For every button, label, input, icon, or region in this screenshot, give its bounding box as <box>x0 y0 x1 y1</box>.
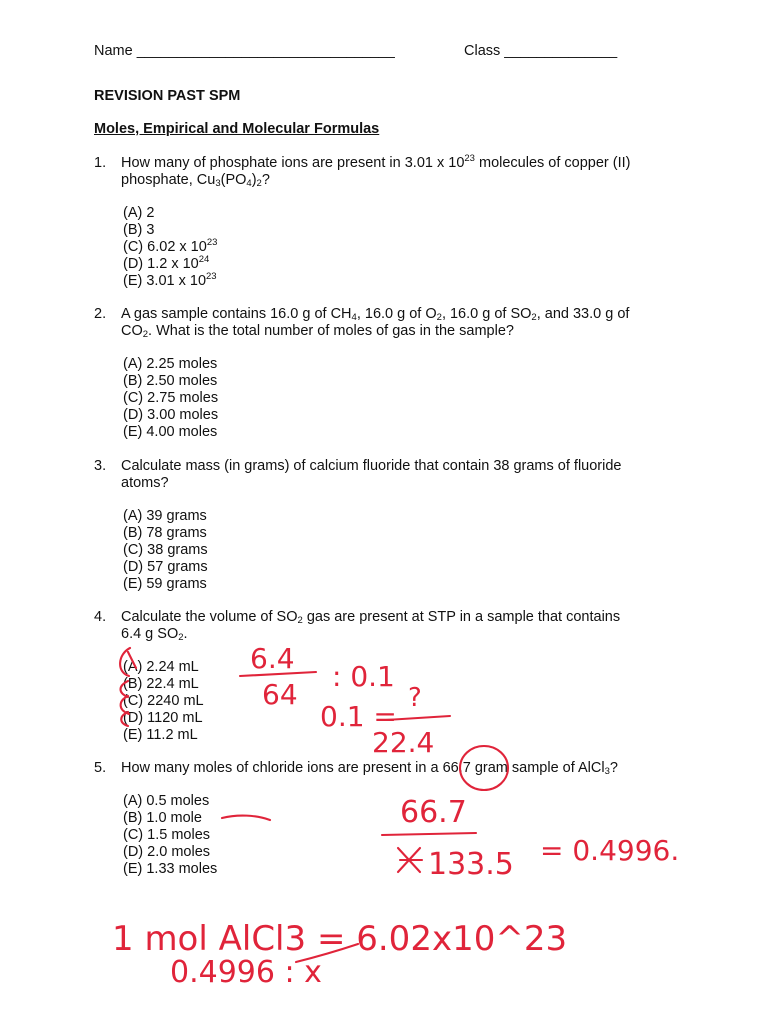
q4-option-a-mark <box>120 648 136 676</box>
question-2-line-2: $CO_2$. What is the total number of moles of gas in the sample? <box>121 323 514 340</box>
q5-fraction-bar <box>382 833 476 835</box>
question-2-option-b: (B) 2.50 moles <box>123 373 218 389</box>
question-4-option-e: (E) 11.2 mL <box>123 727 198 743</box>
question-2-option-d: (D) 3.00 moles <box>123 407 219 423</box>
name-label: Name <box>94 43 133 59</box>
question-1-option-c: (C) 6.02 x $10^{23}$ <box>123 237 218 255</box>
q5-circle-mark <box>460 746 508 790</box>
q4-eq-top: ? <box>408 683 422 713</box>
q5-option-b-dash <box>222 816 270 820</box>
question-2-option-a: (A) 2.25 moles <box>123 356 218 372</box>
question-4-option-b: (B) 22.4 mL <box>123 676 199 692</box>
question-4-option-c: (C) 2240 mL <box>123 693 204 709</box>
q4-eq-left: 0.1 = <box>320 700 397 733</box>
question-2-number: 2. <box>94 306 107 322</box>
question-4-option-a: (A) 2.24 mL <box>123 659 199 675</box>
question-5-option-c: (C) 1.5 moles <box>123 827 211 843</box>
question-5-option-a: (A) 0.5 moles <box>123 793 210 809</box>
page-subtitle: Moles, Empirical and Molecular Formulas <box>94 121 380 137</box>
q5-scribble <box>398 848 422 872</box>
question-5-option-b: (B) 1.0 mole <box>123 810 202 826</box>
q5-fraction-bottom: 133.5 <box>428 847 514 882</box>
q5-prop-line: 0.4996 : x <box>170 955 322 990</box>
question-4-line-2: 6.4 g $SO_2$. <box>121 626 188 643</box>
question-3-number: 3. <box>94 458 107 474</box>
question-1-option-b: (B) 3 <box>123 222 155 238</box>
question-1-option-a: (A) 2 <box>123 205 155 221</box>
question-3-option-d: (D) 57 grams <box>123 559 208 575</box>
question-3-option-a: (A) 39 grams <box>123 508 207 524</box>
question-1-option-d: (D) 1.2 x $10^{24}$ <box>123 254 210 272</box>
question-4-line-1: Calculate the volume of $SO_2$ gas are present at STP in a sample that contains <box>121 609 621 626</box>
name-blank: ________________________________ <box>136 43 395 59</box>
question-1-line-2: phosphate, $Cu_3(PO_4)_2$? <box>121 172 270 189</box>
question-3-line-2: atoms? <box>121 475 169 491</box>
page-title: REVISION PAST SPM <box>94 88 241 104</box>
question-2-line-1: A gas sample contains 16.0 g of $CH_4$, 16.0 g of $O_2$, 16.0 g of $SO_2$, and 33.0 g of <box>121 306 630 323</box>
class-blank: ______________ <box>504 43 618 59</box>
question-2-option-e: (E) 4.00 moles <box>123 424 218 440</box>
question-3-option-e: (E) 59 grams <box>123 576 207 592</box>
question-5-number: 5. <box>94 760 107 776</box>
question-3-line-1: Calculate mass (in grams) of calcium fluoride that contain 38 grams of fluoride <box>121 458 622 474</box>
question-3-option-b: (B) 78 grams <box>123 525 207 541</box>
q5-fraction-top: 66.7 <box>400 795 467 830</box>
q4-option-b-mark <box>121 681 129 697</box>
question-5-option-e: (E) 1.33 moles <box>123 861 218 877</box>
question-5-option-d: (D) 2.0 moles <box>123 844 211 860</box>
q4-eq-bottom: 22.4 <box>372 726 435 759</box>
question-2-option-c: (C) 2.75 moles <box>123 390 219 406</box>
q4-fraction-bottom: 64 <box>262 678 298 711</box>
q5-result: = 0.4996. <box>540 834 680 867</box>
question-5-line-1: How many moles of chloride ions are present in a 66.7 gram sample of AlCl$_3$? <box>121 760 618 777</box>
q4-result: : 0.1 <box>332 660 395 693</box>
question-4-option-d: (D) 1120 mL <box>123 710 203 726</box>
question-1-line-1: How many of phosphate ions are present in 3.01 x $10^{23}$ molecules of copper (II) <box>121 153 631 171</box>
q4-fraction-top: 6.4 <box>250 642 295 675</box>
question-1-option-e: (E) 3.01 x $10^{23}$ <box>123 271 217 289</box>
question-3-option-c: (C) 38 grams <box>123 542 208 558</box>
question-4-number: 4. <box>94 609 107 625</box>
class-label: Class <box>464 43 501 59</box>
question-1-number: 1. <box>94 155 107 171</box>
q5-mol-line: 1 mol AlCl3 = 6.02x10^23 <box>112 919 568 959</box>
